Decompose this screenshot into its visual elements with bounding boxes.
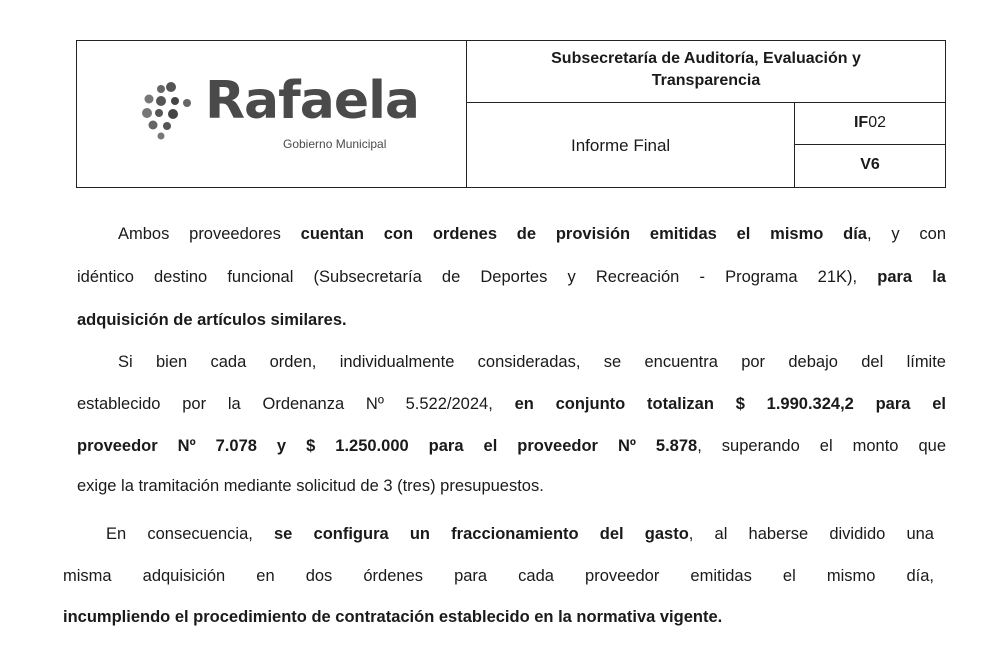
document-code-prefix: IF bbox=[853, 114, 869, 131]
paragraph2-line1 bbox=[118, 350, 946, 374]
paragraph3-line2 bbox=[63, 564, 934, 588]
text-run: idéntico destino funcional (Subsecretaría de Deportes y Recreación - Programa 21K), bbox=[77, 268, 878, 286]
department-title-line2: Transparencia bbox=[651, 72, 761, 89]
paragraph1-line2 bbox=[77, 265, 946, 289]
text-run-bold: proveedor Nº 7.078 y $ 1.250.000 para el proveedor Nº 5.878 bbox=[77, 437, 698, 455]
document-version: V6 bbox=[860, 156, 880, 173]
report-type-cell bbox=[467, 103, 795, 187]
paragraph2-line2 bbox=[77, 392, 946, 416]
logo-wordmark: Rafaela bbox=[205, 71, 420, 131]
text-run: establecido por la Ordenanza Nº 5.522/2024, bbox=[77, 395, 515, 413]
text-run: , y con bbox=[866, 225, 946, 243]
paragraph3-line3 bbox=[63, 605, 722, 629]
paragraph1-line3 bbox=[77, 308, 347, 332]
rafaela-logo-icon bbox=[139, 81, 199, 141]
paragraph2-line3 bbox=[77, 434, 946, 458]
text-run: , superando el monto que bbox=[697, 437, 946, 455]
paragraph2-line4 bbox=[77, 474, 544, 498]
document-code bbox=[795, 103, 945, 145]
text-run-bold: adquisición de artículos similares. bbox=[77, 311, 347, 329]
text-run-bold: en conjunto totalizan $ 1.990.324,2 para el bbox=[514, 395, 946, 413]
text-run-bold: cuentan con ordenes de provisión emitidas el mismo día bbox=[300, 225, 867, 243]
text-run: Si bien cada orden, individualmente consideradas, se encuentra por debajo del límite bbox=[118, 353, 946, 371]
text-run: , al haberse dividido una bbox=[688, 525, 934, 543]
text-run: exige la tramitación mediante solicitud de 3 (tres) presupuestos. bbox=[77, 477, 544, 495]
text-run-bold: se configura un fraccionamiento del gasto bbox=[274, 525, 689, 543]
text-run-bold: incumpliendo el procedimiento de contratación establecido en la normativa vigente. bbox=[63, 608, 723, 626]
logo-subtitle: Gobierno Municipal bbox=[283, 137, 387, 151]
paragraph3-line1 bbox=[106, 522, 934, 546]
text-run: misma adquisición en dos órdenes para cada proveedor emitidas el mismo día, bbox=[63, 567, 934, 585]
document-header bbox=[76, 40, 946, 188]
report-type: Informe Final bbox=[571, 136, 671, 155]
document-code-number: 02 bbox=[868, 114, 886, 131]
text-run-bold: para la bbox=[877, 268, 946, 286]
text-run: En consecuencia, bbox=[106, 525, 274, 543]
paragraph1-line1 bbox=[118, 222, 946, 246]
department-title-line1: Subsecretaría de Auditoría, Evaluación y bbox=[551, 50, 861, 67]
logo-cell bbox=[77, 41, 467, 187]
text-run: Ambos proveedores bbox=[118, 225, 301, 243]
department-title bbox=[467, 41, 945, 103]
